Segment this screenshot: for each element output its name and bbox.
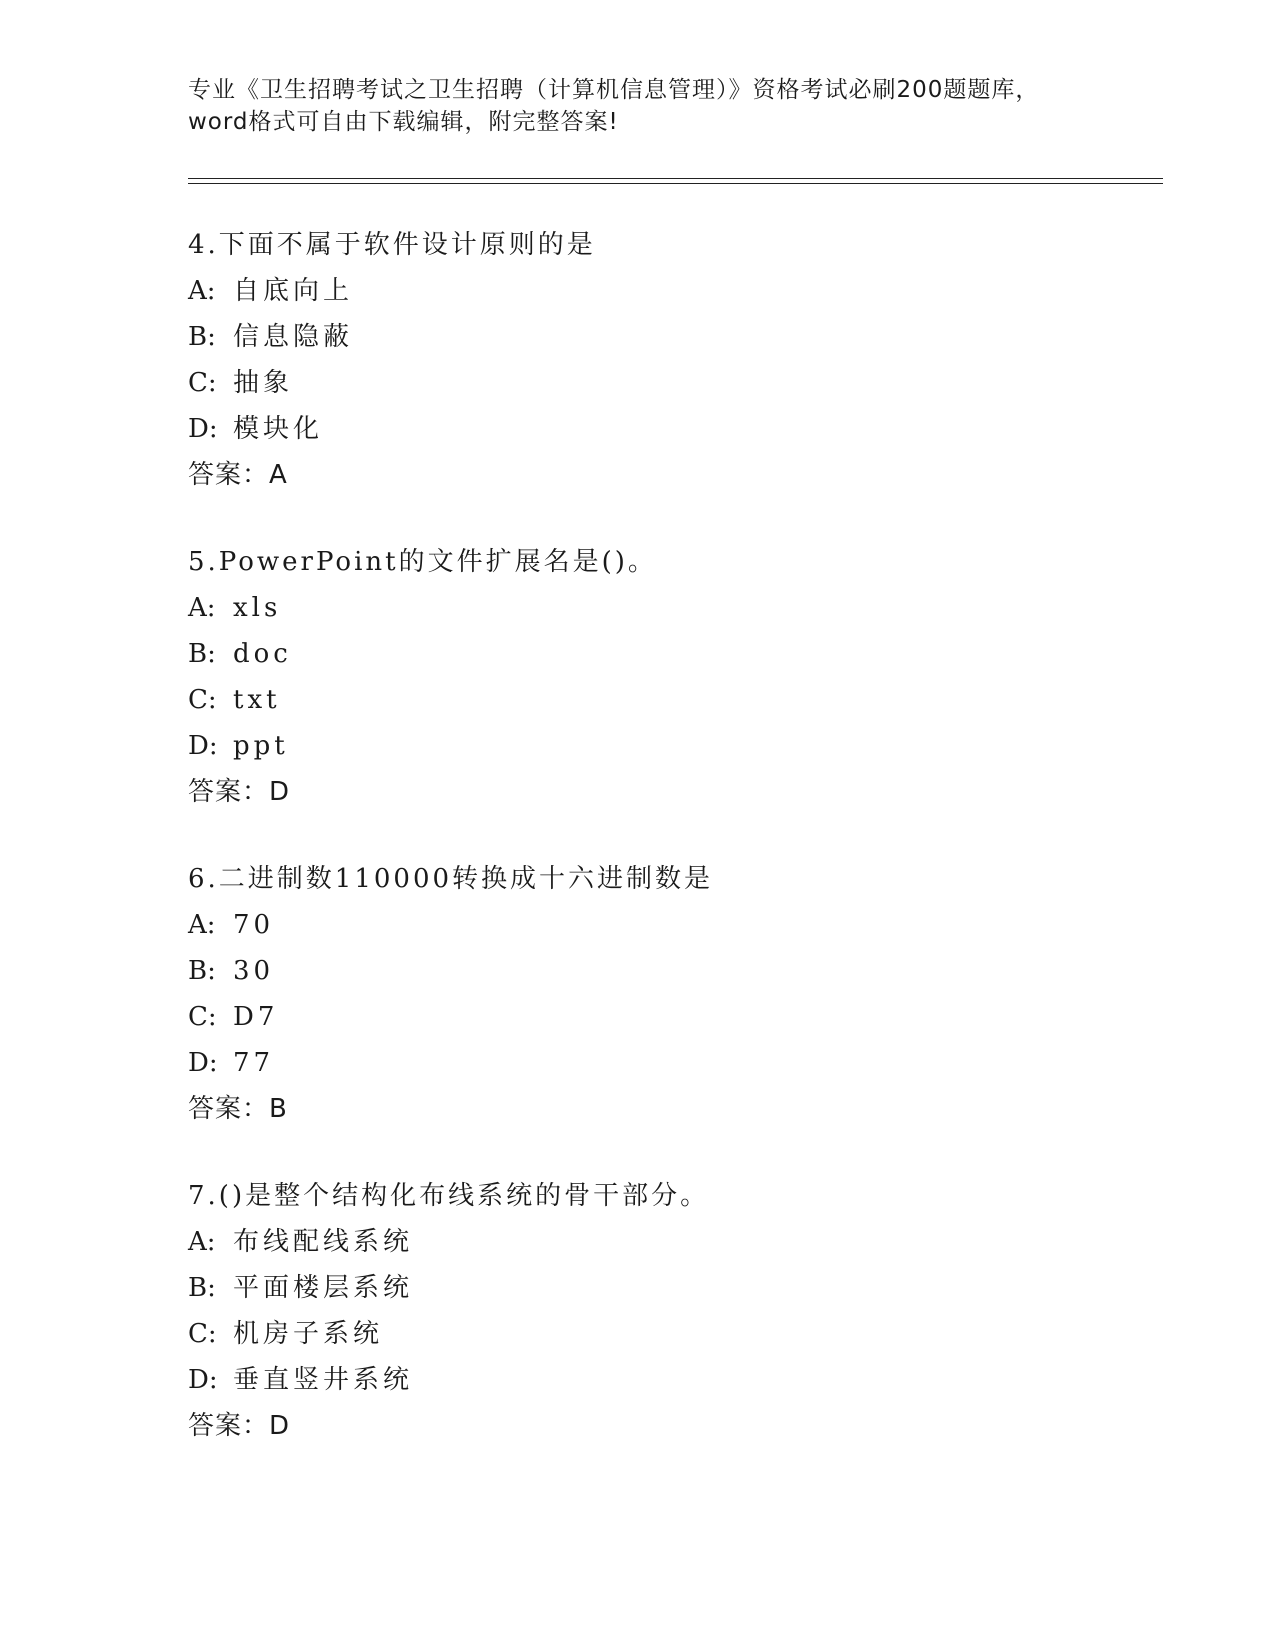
option-a [188,1219,1088,1265]
option-text: ppt [233,731,289,761]
option-text: 布线配线系统 [233,1227,414,1257]
question-7 [188,1173,1088,1449]
option-c [188,994,1088,1040]
option-text: 77 [233,1048,275,1078]
question-stem: 5.PowerPoint的文件扩展名是()。 [188,547,657,577]
option-letter: D: [188,414,218,444]
option-text: doc [233,639,292,669]
option-a [188,902,1088,948]
option-text: 30 [233,956,275,986]
option-text: 平面楼层系统 [233,1273,414,1303]
option-text: 抽象 [233,368,294,398]
answer-line: 答案：A [188,460,288,490]
question-stem: 4.下面不属于软件设计原则的是 [188,230,596,260]
option-text: 信息隐蔽 [233,322,354,352]
answer-line: 答案：D [188,777,291,807]
option-letter: A: [188,1227,216,1257]
option-letter: C: [188,685,217,715]
option-text: D7 [233,1002,279,1032]
option-letter: B: [188,956,216,986]
option-a [188,268,1088,314]
option-letter: B: [188,1273,216,1303]
question-5 [188,539,1088,815]
option-letter: D: [188,1365,218,1395]
option-letter: B: [188,322,216,352]
question-6 [188,856,1088,1132]
option-letter: C: [188,1319,217,1349]
option-letter: A: [188,910,216,940]
header-line-1: 专业《卫生招聘考试之卫生招聘（计算机信息管理）》资格考试必刷200题题库， [188,77,1040,103]
question-4 [188,222,1088,498]
header-line-2: word格式可自由下载编辑，附完整答案! [188,109,619,135]
document-header [188,74,1088,138]
option-letter: C: [188,368,217,398]
header-double-rule [188,178,1163,184]
option-d [188,723,1088,769]
option-c [188,677,1088,723]
option-c [188,1311,1088,1357]
option-d [188,1040,1088,1086]
option-d [188,406,1088,452]
option-b [188,948,1088,994]
option-letter: C: [188,1002,217,1032]
option-letter: D: [188,731,218,761]
option-b [188,314,1088,360]
answer-line: 答案：D [188,1411,291,1441]
option-d [188,1357,1088,1403]
option-b [188,1265,1088,1311]
option-text: 70 [233,910,275,940]
option-letter: A: [188,593,216,623]
option-text: xls [233,593,282,623]
option-text: 机房子系统 [233,1319,384,1349]
answer-line: 答案：B [188,1094,288,1124]
option-c [188,360,1088,406]
option-text: 垂直竖井系统 [233,1365,414,1395]
option-letter: D: [188,1048,218,1078]
option-letter: A: [188,276,216,306]
option-text: 模块化 [233,414,324,444]
question-stem: 7.()是整个结构化布线系统的骨干部分。 [188,1181,710,1211]
option-letter: B: [188,639,216,669]
option-b [188,631,1088,677]
option-a [188,585,1088,631]
option-text: 自底向上 [233,276,354,306]
question-stem: 6.二进制数110000转换成十六进制数是 [188,864,714,894]
option-text: txt [233,685,281,715]
